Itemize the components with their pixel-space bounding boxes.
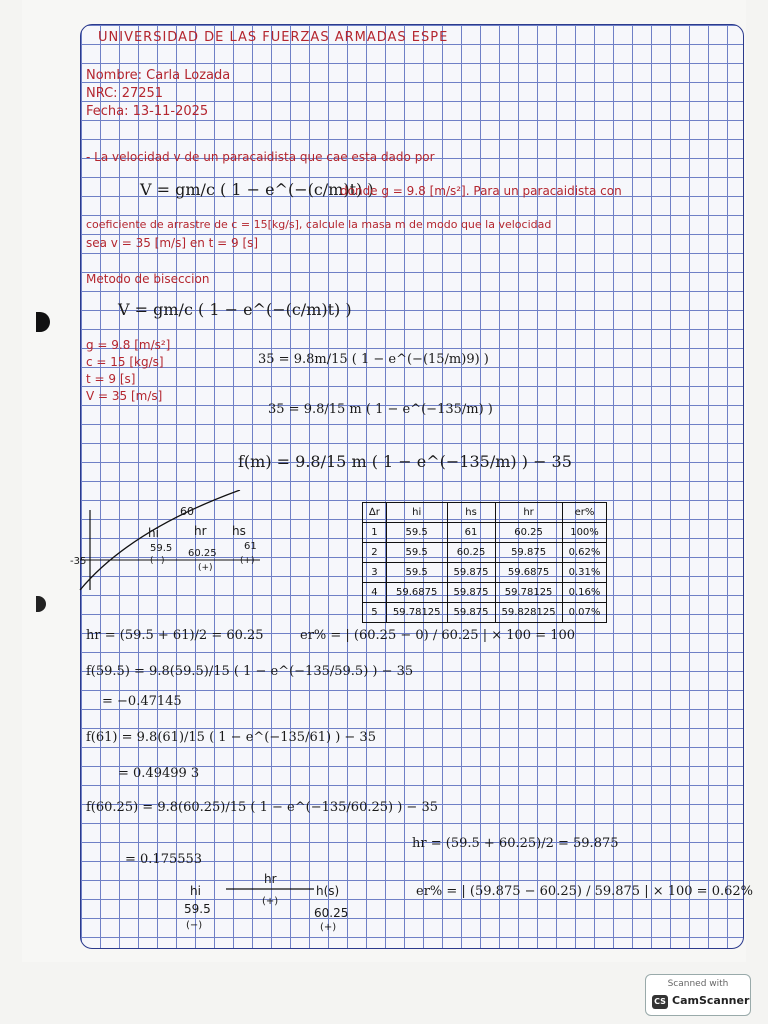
f-6025-expression: f(60.25) = 9.8(60.25)/15 ( 1 − e^(−135/60.25) ) − 35 [86,800,438,815]
function-fm: f(m) = 9.8/15 m ( 1 − e^(−135/m) ) − 35 [238,452,572,471]
camscanner-logo-icon: CS [652,995,668,1009]
er-first-calc: er% = | (60.25 − 0) / 60.25 | × 100 = 100 [300,628,576,643]
sketch-hi-val: 59.5 [150,543,173,554]
f-6025-value: = 0.175553 [125,852,203,867]
er-second-calc: er% = | (59.875 − 60.25) / 59.875 | × 100 = 0.62% [416,884,754,899]
cell: 4 [363,583,387,603]
sketch-hr-sign: (+) [198,563,213,573]
cell: 100% [562,523,607,543]
given-v: V = 35 [m/s] [86,389,163,403]
cell: 59.875 [495,543,562,563]
cell: 59.78125 [495,583,562,603]
sketch-curve [80,490,240,590]
equation-1: 35 = 9.8m/15 ( 1 − e^(−(15/m)9) ) [258,352,489,367]
camscanner-brand: CamScanner [672,994,750,1007]
sketch-hi-sign: (−) [150,556,165,566]
bottom-hr: hr [264,872,277,886]
cell: 59.5 [386,563,447,583]
given-c: c = 15 [kg/s] [86,355,164,369]
cell: 3 [363,563,387,583]
bottom-hi-sign: (−) [186,920,203,931]
cell: 0.16% [562,583,607,603]
cell: 0.62% [562,543,607,563]
sketch-hi: hi [148,526,159,540]
f-595-expression: f(59.5) = 9.8(59.5)/15 ( 1 − e^(−135/59.5) ) − 35 [86,664,414,679]
col-header-hr: hr [495,503,562,523]
hr-first-calc: hr = (59.5 + 61)/2 = 60.25 [86,628,264,643]
bisection-table [362,502,607,623]
scanned-with-text: Scanned with [667,979,729,989]
sketch-neg-label: -35 [70,556,87,567]
cell: 2 [363,543,387,563]
table-row [363,563,607,583]
bottom-hr-sign: (+) [262,896,279,907]
col-header-hs: hs [447,503,495,523]
sketch-hs: hs [232,524,246,538]
sketch-hr: hr [194,524,207,538]
problem-line-1: - La velocidad v de un paracaidista que cae esta dado por [86,150,435,164]
cell: 5 [363,603,387,623]
table-row [363,543,607,563]
hr-second-calc: hr = (59.5 + 60.25)/2 = 59.875 [412,836,619,851]
bottom-hs: h(s) [316,884,340,898]
university-title: UNIVERSIDAD DE LAS FUERZAS ARMADAS ESPE [98,30,449,45]
nrc-label: NRC: 27251 [86,86,164,101]
cell: 60.25 [447,543,495,563]
cell: 59.875 [447,563,495,583]
method-title: Metodo de biseccion [86,272,210,286]
cell: 0.31% [562,563,607,583]
table-row [363,523,607,543]
problem-line-2: donde g = 9.8 [m/s²]. Para un paracaidista con [340,184,622,198]
f-61-expression: f(61) = 9.8(61)/15 ( 1 − e^(−135/61) ) − 35 [86,730,376,745]
bottom-hs-sign: (+) [320,922,337,933]
problem-line-3: coeficiente de arrastre de c = 15[kg/s], calcule la masa m de modo que la velocidad [86,218,552,231]
sketch-hs-sign: (+) [240,556,255,566]
col-header-iter: ∆r [363,503,387,523]
table-header-row [363,503,607,523]
cell: 59.78125 [386,603,447,623]
cell: 0.07% [562,603,607,623]
cell: 59.828125 [495,603,562,623]
problem-formula: V = gm/c ( 1 − e^(−(c/m)t) ) [140,180,374,199]
given-g: g = 9.8 [m/s²] [86,338,171,352]
cell: 61 [447,523,495,543]
cell: 59.6875 [495,563,562,583]
table-row [363,603,607,623]
col-header-er: er% [562,503,607,523]
f-595-value: = −0.47145 [102,694,182,709]
sketch-top-label: 60 [180,505,194,518]
camscanner-watermark [645,974,751,1016]
cell: 59.5 [386,523,447,543]
col-header-hi: hi [386,503,447,523]
cell: 59.5 [386,543,447,563]
given-t: t = 9 [s] [86,372,136,386]
student-name: Nombre: Carla Lozada [86,68,231,83]
cell: 60.25 [495,523,562,543]
cell: 59.875 [447,603,495,623]
sketch-hs-val: 61 [244,541,257,552]
bottom-hi: hi [190,884,201,898]
sketch-hr-val: 60.25 [188,548,217,559]
problem-line-4: sea v = 35 [m/s] en t = 9 [s] [86,236,259,250]
equation-2: 35 = 9.8/15 m ( 1 − e^(−135/m) ) [268,402,493,417]
bottom-hi-val: 59.5 [184,902,211,916]
cell: 59.6875 [386,583,447,603]
bottom-hs-val: 60.25 [314,906,349,920]
f-61-value: = 0.49499 3 [118,766,200,781]
date-label: Fecha: 13-11-2025 [86,104,209,119]
method-formula: V = gm/c ( 1 − e^(−(c/m)t) ) [118,300,352,319]
table-row [363,583,607,603]
cell: 1 [363,523,387,543]
cell: 59.875 [447,583,495,603]
